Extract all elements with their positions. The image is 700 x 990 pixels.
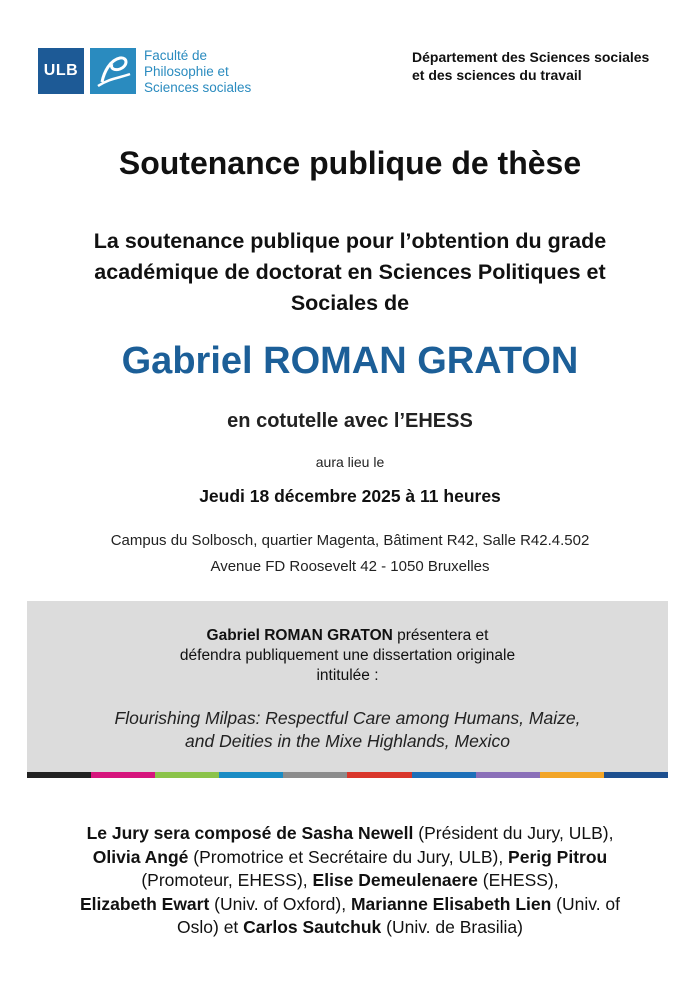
stripe-segment xyxy=(283,772,347,778)
faculty-logo xyxy=(38,48,268,98)
presenter-name: Gabriel ROMAN GRATON xyxy=(206,627,393,644)
jury-composition: Le Jury sera composé de Sasha Newell (Président du Jury, ULB), Olivia Angé (Promotrice et Secrétaire du Jury, ULB), Perig Pitrou (Promoteur, EHESS), Elise Demeulenaere (EHESS), Elizabeth Ewart (Univ. of Oxford), Marianne Elisabeth Lien (Univ. of Oslo) et Carlos Sautchuk (Univ. de Brasilia) xyxy=(79,823,621,937)
jury-member: Sasha Newell xyxy=(301,823,414,843)
candidate-name: Gabriel ROMAN GRATON xyxy=(121,340,579,382)
stripe-segment xyxy=(91,772,155,778)
subtitle: La soutenance publique pour l’obtention du grade académique de doctorat en Sciences Politiques et Sociales de xyxy=(93,229,607,315)
stripe-segment xyxy=(155,772,219,778)
event-location: Campus du Solbosch, quartier Magenta, Bâtiment R42, Salle R42.4.502 Avenue FD Roosevelt 42 - 1050 Bruxelles xyxy=(110,532,590,575)
page-title: Soutenance publique de thèse xyxy=(118,145,582,181)
dissertation-title: Flourishing Milpas: Respectful Care among Humans, Maize, and Deities in the Mixe Highlands, Mexico xyxy=(114,708,581,751)
jury-member: Perig Pitrou xyxy=(508,846,608,867)
ulb-logo: ULB xyxy=(38,48,84,94)
jury-member: Olivia Angé xyxy=(92,846,189,867)
stripe-segment xyxy=(476,772,540,778)
stripe-segment xyxy=(347,772,411,778)
stripe-segment xyxy=(604,772,668,778)
jury-member: Carlos Sautchuk xyxy=(243,917,382,937)
stripe-segment xyxy=(540,772,604,778)
stripe-segment xyxy=(27,772,91,778)
aura-lieu-text: aura lieu le xyxy=(315,454,385,470)
faculty-emblem-icon xyxy=(90,48,136,94)
presentation-text: Gabriel ROMAN GRATON présentera et défendra publiquement une dissertation originale intitulée : xyxy=(179,627,516,684)
event-date: Jeudi 18 décembre 2025 à 11 heures xyxy=(199,486,501,506)
department-name: Département des Sciences sociales et des sciences du travail xyxy=(412,49,650,83)
faculty-name: Faculté de Philosophie et Sciences sociales xyxy=(144,48,252,95)
jury-member: Marianne Elisabeth Lien xyxy=(350,893,552,914)
stripe-segment xyxy=(412,772,476,778)
stripe-segment xyxy=(219,772,283,778)
jury-member: Elizabeth Ewart xyxy=(79,893,210,914)
dissertation-box xyxy=(27,601,668,772)
cotutelle-text: en cotutelle avec l’EHESS xyxy=(227,410,473,432)
jury-member: Elise Demeulenaere xyxy=(312,870,478,890)
color-stripe xyxy=(27,772,668,778)
